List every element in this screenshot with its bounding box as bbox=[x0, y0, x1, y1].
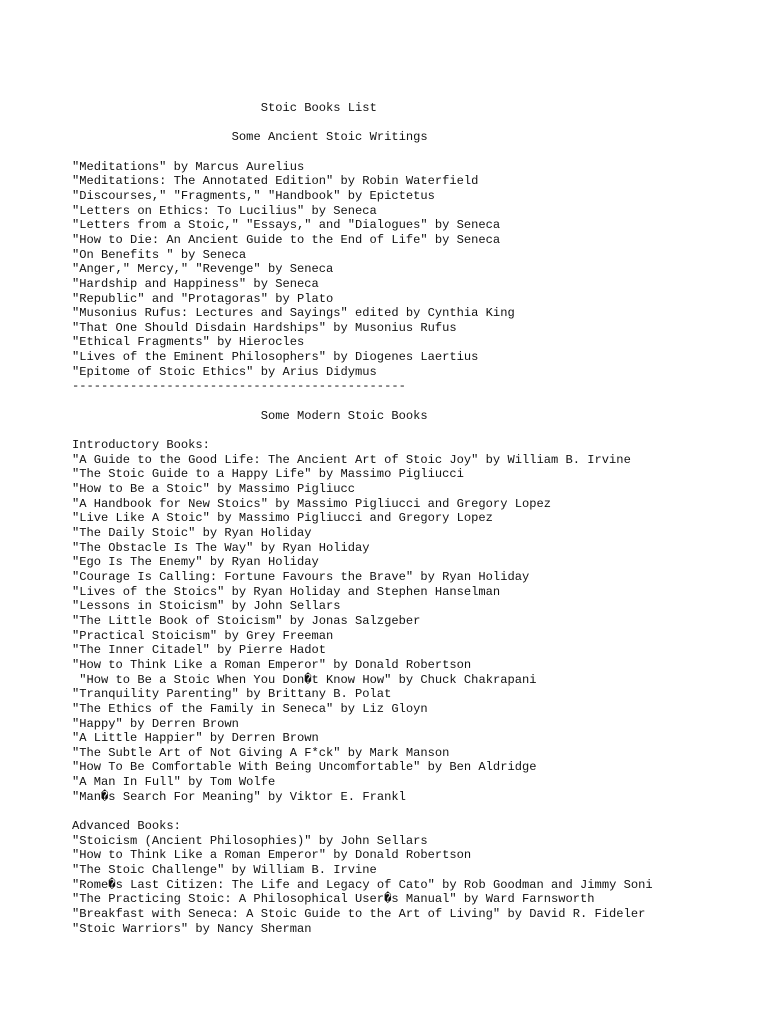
introductory-item: "The Stoic Guide to a Happy Life" by Massimo Pigliucci bbox=[72, 467, 464, 482]
introductory-item: "The Subtle Art of Not Giving A F*ck" by Mark Manson bbox=[72, 745, 450, 760]
introductory-item: "A Little Happier" by Derren Brown bbox=[72, 731, 319, 746]
document-text bbox=[72, 101, 653, 936]
advanced-item: "Rome�s Last Citizen: The Life and Legacy of Cato" by Rob Goodman and Jimmy Soni bbox=[72, 877, 653, 892]
blank-line bbox=[72, 116, 653, 131]
advanced-item: "Stoicism (Ancient Philosophies)" by John Sellars bbox=[72, 833, 428, 848]
ancient-heading: Some Ancient Stoic Writings bbox=[231, 130, 428, 145]
introductory-item: "Live Like A Stoic" by Massimo Pigliucci and Gregory Lopez bbox=[72, 511, 493, 526]
introductory-item: "Man�s Search For Meaning" by Viktor E. Frankl bbox=[72, 789, 406, 804]
ancient-item: "Meditations: The Annotated Edition" by Robin Waterfield bbox=[72, 174, 479, 189]
ancient-item: "On Benefits " by Seneca bbox=[72, 247, 247, 262]
introductory-item: "Lives of the Stoics" by Ryan Holiday and Stephen Hanselman bbox=[72, 584, 501, 599]
section-divider: ---------------------------------------------- bbox=[72, 379, 406, 394]
introductory-item: "Ego Is The Enemy" by Ryan Holiday bbox=[72, 555, 319, 570]
advanced-item: "Stoic Warriors" by Nancy Sherman bbox=[72, 921, 312, 936]
introductory-item: "Practical Stoicism" by Grey Freeman bbox=[72, 628, 334, 643]
ancient-item: "Letters on Ethics: To Lucilius" by Seneca bbox=[72, 203, 377, 218]
ancient-item: "That One Should Disdain Hardships" by Musonius Rufus bbox=[72, 320, 457, 335]
ancient-item: "Anger," Mercy," "Revenge" by Seneca bbox=[72, 262, 334, 277]
introductory-item: "How To Be Comfortable With Being Uncomfortable" by Ben Aldridge bbox=[72, 760, 537, 775]
introductory-item: "How to Be a Stoic When You Don�t Know How" by Chuck Chakrapani bbox=[72, 672, 537, 687]
document-title: Stoic Books List bbox=[260, 101, 377, 115]
introductory-item: "Courage Is Calling: Fortune Favours the Brave" by Ryan Holiday bbox=[72, 569, 530, 584]
introductory-item: "The Ethics of the Family in Seneca" by Liz Gloyn bbox=[72, 701, 428, 716]
introductory-item: "The Little Book of Stoicism" by Jonas Salzgeber bbox=[72, 613, 421, 628]
introductory-item: "The Inner Citadel" by Pierre Hadot bbox=[72, 643, 327, 658]
introductory-item: "How to Think Like a Roman Emperor" by Donald Robertson bbox=[72, 657, 472, 672]
introductory-item: "A Man In Full" by Tom Wolfe bbox=[72, 775, 276, 790]
ancient-item: "Epitome of Stoic Ethics" by Arius Didymus bbox=[72, 364, 377, 379]
ancient-item: "Ethical Fragments" by Hierocles bbox=[72, 335, 305, 350]
blank-line bbox=[72, 804, 653, 819]
ancient-item: "Meditations" by Marcus Aurelius bbox=[72, 159, 305, 174]
advanced-label: Advanced Books: bbox=[72, 819, 181, 834]
introductory-item: "How to Be a Stoic" by Massimo Pigliucc bbox=[72, 482, 356, 496]
ancient-item: "Hardship and Happiness" by Seneca bbox=[72, 276, 319, 291]
advanced-item: "How to Think Like a Roman Emperor" by Donald Robertson bbox=[72, 848, 472, 863]
advanced-item: "The Stoic Challenge" by William B. Irvine bbox=[72, 863, 377, 878]
ancient-item: "Republic" and "Protagoras" by Plato bbox=[72, 291, 334, 306]
blank-line bbox=[72, 394, 653, 409]
modern-heading: Some Modern Stoic Books bbox=[260, 408, 428, 423]
ancient-item: "How to Die: An Ancient Guide to the End of Life" by Seneca bbox=[72, 232, 501, 247]
introductory-item: "Lessons in Stoicism" by John Sellars bbox=[72, 599, 341, 614]
ancient-item: "Lives of the Eminent Philosophers" by Diogenes Laertius bbox=[72, 350, 479, 365]
blank-line bbox=[72, 145, 653, 160]
ancient-item: "Letters from a Stoic," "Essays," and "Dialogues" by Seneca bbox=[72, 218, 501, 233]
introductory-item: "A Guide to the Good Life: The Ancient Art of Stoic Joy" by William B. Irvine bbox=[72, 452, 631, 467]
advanced-item: "Breakfast with Seneca: A Stoic Guide to the Art of Living" by David R. Fideler bbox=[72, 907, 646, 922]
ancient-item: "Discourses," "Fragments," "Handbook" by Epictetus bbox=[72, 188, 435, 203]
blank-line bbox=[72, 423, 653, 438]
introductory-item: "Happy" by Derren Brown bbox=[72, 716, 239, 731]
introductory-item: "The Obstacle Is The Way" by Ryan Holiday bbox=[72, 540, 370, 555]
ancient-item: "Musonius Rufus: Lectures and Sayings" edited by Cynthia King bbox=[72, 306, 515, 321]
introductory-item: "The Daily Stoic" by Ryan Holiday bbox=[72, 525, 312, 540]
introductory-item: "Tranquility Parenting" by Brittany B. Polat bbox=[72, 687, 392, 702]
introductory-item: "A Handbook for New Stoics" by Massimo Pigliucci and Gregory Lopez bbox=[72, 496, 551, 511]
advanced-item: "The Practicing Stoic: A Philosophical User�s Manual" by Ward Farnsworth bbox=[72, 892, 595, 907]
introductory-label: Introductory Books: bbox=[72, 438, 210, 453]
